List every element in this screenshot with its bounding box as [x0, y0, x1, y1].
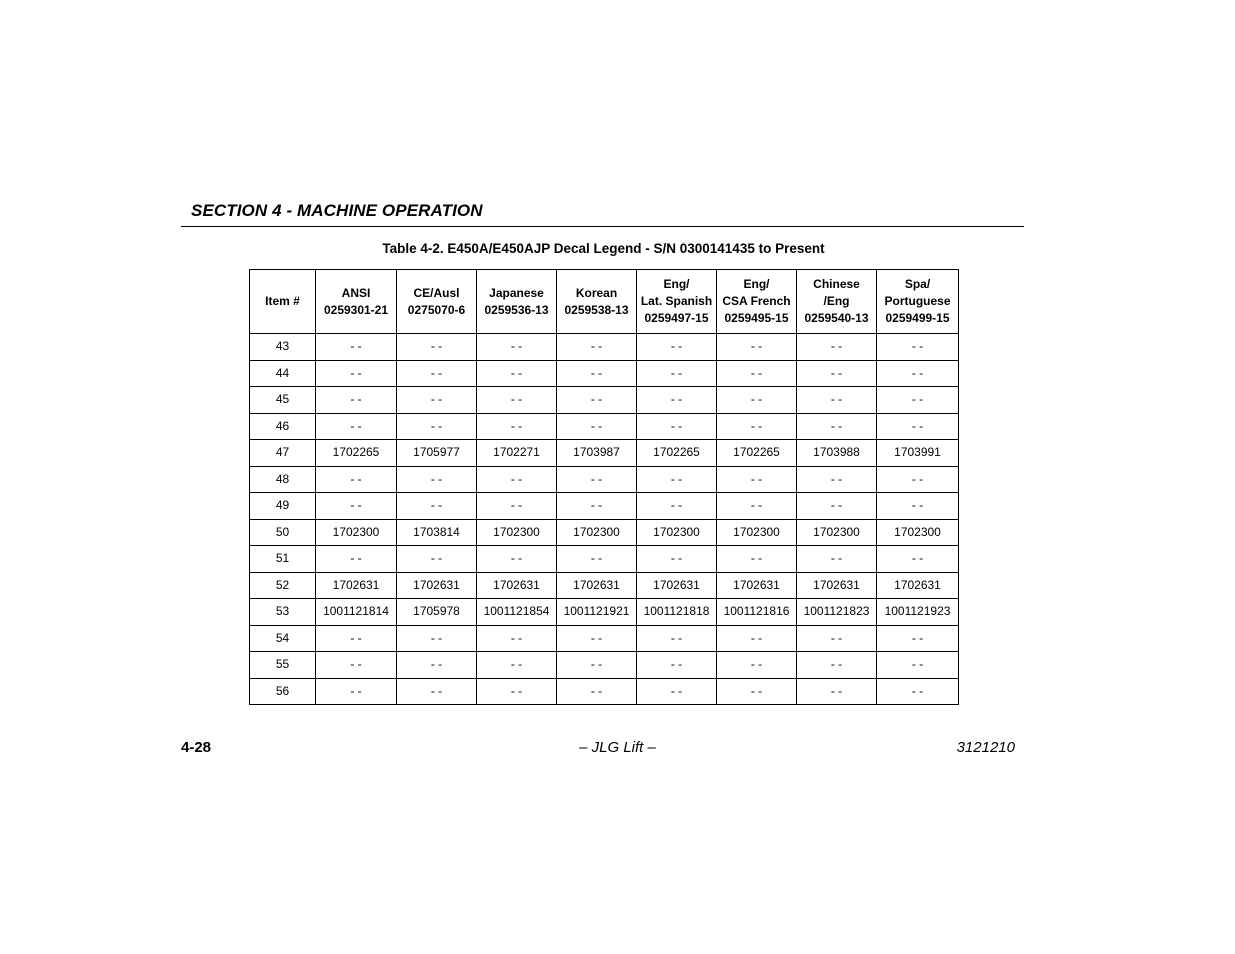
column-header [557, 270, 637, 334]
decal-number-cell: - - [637, 334, 717, 361]
decal-number-cell: 1702265 [717, 440, 797, 467]
decal-number-cell: - - [557, 625, 637, 652]
item-number-cell: 50 [250, 519, 316, 546]
page-number: 4-28 [181, 739, 212, 756]
decal-number-cell: - - [637, 466, 717, 493]
decal-number-cell: 1702631 [477, 572, 557, 599]
decal-number-cell: - - [717, 360, 797, 387]
column-header-line: 0259499-15 [885, 311, 950, 325]
decal-number-cell: 1702300 [477, 519, 557, 546]
item-number-cell: 49 [250, 493, 316, 520]
table-row [250, 678, 959, 705]
table-row [250, 572, 959, 599]
decal-number-cell: - - [797, 493, 877, 520]
decal-number-cell: - - [397, 466, 477, 493]
decal-number-cell: - - [557, 546, 637, 573]
table-row [250, 440, 959, 467]
decal-number-cell: - - [637, 678, 717, 705]
decal-number-cell: - - [557, 678, 637, 705]
table-row [250, 493, 959, 520]
decal-number-cell: - - [316, 652, 397, 679]
item-number-cell: 54 [250, 625, 316, 652]
table-caption: Table 4-2. E450A/E450AJP Decal Legend - S/N 0300141435 to Present [382, 241, 825, 256]
decal-number-cell: 1702300 [637, 519, 717, 546]
decal-number-cell: 1001121854 [477, 599, 557, 626]
decal-number-cell: - - [316, 413, 397, 440]
column-header [397, 270, 477, 334]
decal-number-cell: - - [717, 546, 797, 573]
decal-number-cell: - - [316, 360, 397, 387]
decal-number-cell: - - [797, 546, 877, 573]
decal-number-cell: - - [557, 493, 637, 520]
decal-number-cell: - - [797, 466, 877, 493]
item-number-cell: 48 [250, 466, 316, 493]
decal-number-cell: - - [397, 387, 477, 414]
decal-number-cell: - - [797, 360, 877, 387]
column-header-line: 0259540-13 [804, 311, 869, 325]
decal-number-cell: 1702631 [797, 572, 877, 599]
decal-legend-table [249, 269, 959, 705]
section-title: SECTION 4 - MACHINE OPERATION [191, 201, 483, 220]
decal-number-cell: - - [477, 625, 557, 652]
decal-number-cell: - - [717, 334, 797, 361]
column-header-line: Eng/ [743, 277, 770, 291]
decal-number-cell: - - [557, 652, 637, 679]
column-header-line: Item # [265, 294, 300, 308]
decal-number-cell: - - [637, 413, 717, 440]
table-row [250, 625, 959, 652]
column-header-line: Eng/ [663, 277, 690, 291]
column-header-line: 0259495-15 [724, 311, 789, 325]
table-row [250, 546, 959, 573]
decal-number-cell: - - [797, 652, 877, 679]
decal-number-cell: - - [316, 678, 397, 705]
column-header-line: Portuguese [884, 294, 951, 308]
decal-number-cell: - - [397, 334, 477, 361]
decal-number-cell: - - [717, 625, 797, 652]
decal-number-cell: - - [477, 413, 557, 440]
column-header-line: 0259536-13 [484, 302, 549, 317]
decal-number-cell: - - [477, 546, 557, 573]
table-row [250, 519, 959, 546]
decal-number-cell: - - [717, 678, 797, 705]
decal-number-cell: 1702265 [316, 440, 397, 467]
decal-number-cell: - - [557, 413, 637, 440]
decal-number-cell: 1001121814 [316, 599, 397, 626]
decal-number-cell: - - [316, 493, 397, 520]
decal-number-cell: 1702300 [877, 519, 959, 546]
decal-number-cell: - - [877, 625, 959, 652]
decal-number-cell: - - [397, 546, 477, 573]
decal-number-cell: - - [316, 466, 397, 493]
item-number-cell: 44 [250, 360, 316, 387]
decal-number-cell: - - [316, 334, 397, 361]
column-header [250, 270, 316, 334]
decal-number-cell: - - [877, 413, 959, 440]
decal-number-cell: 1702300 [797, 519, 877, 546]
decal-number-cell: - - [717, 413, 797, 440]
decal-number-cell: - - [477, 387, 557, 414]
decal-number-cell: - - [877, 652, 959, 679]
decal-number-cell: - - [797, 625, 877, 652]
decal-number-cell: 1702300 [557, 519, 637, 546]
decal-number-cell: - - [797, 413, 877, 440]
item-number-cell: 51 [250, 546, 316, 573]
decal-number-cell: - - [477, 334, 557, 361]
decal-number-cell: 1702631 [637, 572, 717, 599]
decal-number-cell: - - [637, 360, 717, 387]
decal-number-cell: - - [397, 413, 477, 440]
decal-number-cell: - - [557, 466, 637, 493]
column-header [477, 270, 557, 334]
footer-brand: – JLG Lift – [579, 739, 656, 756]
decal-number-cell: - - [397, 493, 477, 520]
decal-number-cell: - - [717, 387, 797, 414]
decal-number-cell: - - [637, 387, 717, 414]
decal-number-cell: - - [316, 546, 397, 573]
table-row [250, 466, 959, 493]
decal-number-cell: - - [477, 678, 557, 705]
decal-number-cell: 1702631 [397, 572, 477, 599]
decal-number-cell: - - [397, 652, 477, 679]
column-header-line: CSA French [722, 294, 791, 308]
decal-number-cell: 1702631 [557, 572, 637, 599]
decal-number-cell: - - [316, 625, 397, 652]
decal-number-cell: 1702631 [877, 572, 959, 599]
decal-number-cell: - - [637, 546, 717, 573]
decal-number-cell: - - [717, 652, 797, 679]
decal-number-cell: - - [877, 546, 959, 573]
decal-number-cell: - - [637, 652, 717, 679]
table-row [250, 334, 959, 361]
decal-number-cell: - - [797, 334, 877, 361]
table-row [250, 599, 959, 626]
column-header-line: 0259301-21 [323, 302, 389, 317]
decal-number-cell: - - [797, 678, 877, 705]
decal-number-cell: - - [877, 493, 959, 520]
decal-number-cell: - - [717, 466, 797, 493]
column-header-line: Japanese [489, 285, 544, 300]
item-number-cell: 52 [250, 572, 316, 599]
decal-number-cell: - - [877, 387, 959, 414]
decal-number-cell: - - [477, 493, 557, 520]
decal-number-cell: - - [557, 387, 637, 414]
table-row [250, 387, 959, 414]
table-row [250, 413, 959, 440]
decal-number-cell: - - [397, 625, 477, 652]
item-number-cell: 55 [250, 652, 316, 679]
decal-number-cell: - - [477, 652, 557, 679]
decal-number-cell: - - [797, 387, 877, 414]
header-divider [181, 226, 1024, 227]
decal-number-cell: - - [877, 360, 959, 387]
decal-number-cell: 1705977 [397, 440, 477, 467]
column-header-line: CE/Ausl [413, 285, 460, 300]
column-header-line: Lat. Spanish [640, 294, 713, 308]
decal-number-cell: 1001121818 [637, 599, 717, 626]
decal-number-cell: 1702265 [637, 440, 717, 467]
table-body [250, 334, 959, 705]
decal-number-cell: - - [877, 466, 959, 493]
column-header [717, 270, 797, 334]
item-number-cell: 53 [250, 599, 316, 626]
decal-number-cell: - - [637, 625, 717, 652]
decal-number-cell: 1705978 [397, 599, 477, 626]
decal-number-cell: 1001121823 [797, 599, 877, 626]
decal-number-cell: 1703987 [557, 440, 637, 467]
item-number-cell: 46 [250, 413, 316, 440]
column-header [877, 270, 959, 334]
column-header-line: ANSI [341, 285, 371, 300]
column-header-line: Korean [575, 285, 618, 300]
table-row [250, 652, 959, 679]
table-row [250, 360, 959, 387]
column-header-line: 0275070-6 [407, 302, 466, 317]
column-header [637, 270, 717, 334]
decal-number-cell: - - [557, 334, 637, 361]
item-number-cell: 47 [250, 440, 316, 467]
decal-number-cell: 1001121816 [717, 599, 797, 626]
item-number-cell: 56 [250, 678, 316, 705]
decal-number-cell: 1702300 [717, 519, 797, 546]
decal-number-cell: - - [477, 360, 557, 387]
column-header-line: /Eng [823, 294, 850, 308]
decal-number-cell: 1001121921 [557, 599, 637, 626]
decal-number-cell: - - [557, 360, 637, 387]
item-number-cell: 45 [250, 387, 316, 414]
decal-number-cell: - - [397, 360, 477, 387]
decal-number-cell: - - [717, 493, 797, 520]
column-header [316, 270, 397, 334]
decal-number-cell: - - [316, 387, 397, 414]
decal-number-cell: 1001121923 [877, 599, 959, 626]
decal-number-cell: 1703988 [797, 440, 877, 467]
decal-number-cell: - - [877, 334, 959, 361]
decal-number-cell: 1703814 [397, 519, 477, 546]
decal-number-cell: 1702631 [316, 572, 397, 599]
table-header-row [250, 270, 959, 334]
decal-number-cell: 1702271 [477, 440, 557, 467]
decal-number-cell: 1703991 [877, 440, 959, 467]
column-header-line: 0259538-13 [564, 302, 629, 317]
decal-number-cell: 1702300 [316, 519, 397, 546]
decal-number-cell: - - [477, 466, 557, 493]
decal-number-cell: - - [637, 493, 717, 520]
column-header [797, 270, 877, 334]
decal-number-cell: - - [877, 678, 959, 705]
document-number: 3121210 [956, 739, 1015, 756]
column-header-line: 0259497-15 [644, 311, 709, 325]
decal-number-cell: 1702631 [717, 572, 797, 599]
item-number-cell: 43 [250, 334, 316, 361]
column-header-line: Spa/ [904, 277, 931, 291]
column-header-line: Chinese [813, 277, 860, 291]
decal-number-cell: - - [397, 678, 477, 705]
